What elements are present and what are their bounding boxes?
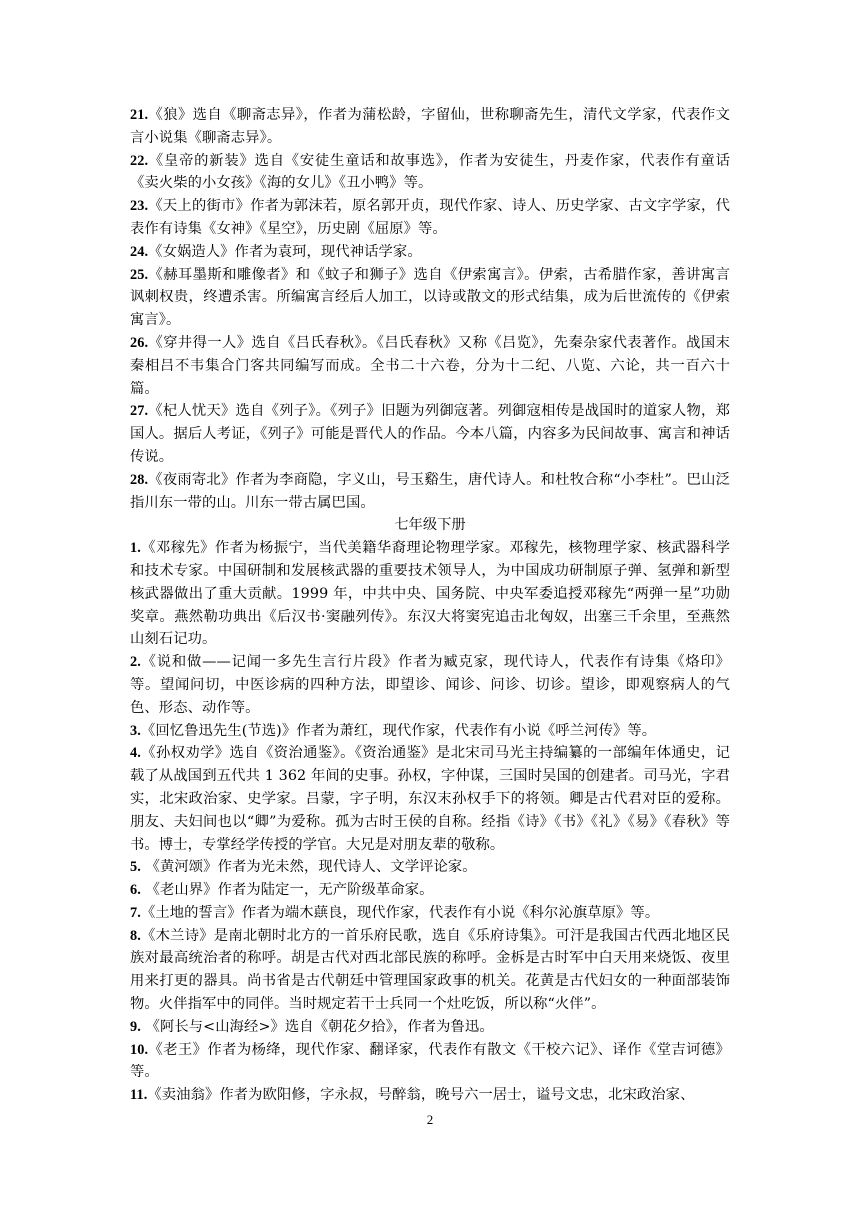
entry-number: 6. bbox=[130, 882, 141, 899]
entry-text: 《老王》作者为杨绛，现代作家、翻译家，代表作有散文《干校六记》、译作《堂吉诃德》等。 bbox=[130, 1041, 730, 1081]
entry-number: 10. bbox=[130, 1041, 149, 1058]
entry-28 bbox=[130, 469, 730, 515]
entry-2 bbox=[130, 651, 730, 719]
entry-number: 5. bbox=[130, 859, 141, 876]
entry-text: 《狼》选自《聊斋志异》，作者为蒲松龄，字留仙，世称聊斋先生，清代文学家，代表作文言小说集《聊斋志异》。 bbox=[130, 107, 730, 146]
entry-number: 4. bbox=[130, 745, 141, 762]
entry-number: 24. bbox=[130, 243, 149, 260]
entry-number: 2. bbox=[130, 654, 141, 671]
entry-1 bbox=[130, 537, 730, 651]
entry-number: 11. bbox=[130, 1087, 148, 1104]
entry-number: 23. bbox=[130, 198, 149, 215]
entry-10 bbox=[130, 1039, 730, 1085]
entry-number: 1. bbox=[130, 540, 141, 557]
entry-number: 9. bbox=[130, 1018, 141, 1035]
entry-number: 28. bbox=[130, 471, 149, 488]
entry-text: 《阿长与<山海经>》选自《朝花夕拾》，作者为鲁迅。 bbox=[140, 1018, 494, 1035]
entry-text: 《土地的誓言》作者为端木蕻良，现代作家，代表作有小说《科尔沁旗草原》等。 bbox=[140, 904, 660, 921]
entry-text: 《回忆鲁迅先生(节选)》作者为萧红，现代作家，代表作有小说《呼兰河传》等。 bbox=[140, 722, 657, 739]
entry-text: 《皇帝的新装》选自《安徒生童话和故事选》，作者为安徒生，丹麦作家，代表作有童话《卖火柴的小女孩》《海的女儿》《丑小鸭》等。 bbox=[130, 152, 730, 192]
entry-text: 《穿井得一人》选自《吕氏春秋》。《吕氏春秋》又称《吕览》，先秦杂家代表著作。战国末秦相吕不韦集合门客共同编写而成。全书二十六卷，分为十二纪、八览、六论，共一百六十篇。 bbox=[130, 334, 730, 397]
entry-3 bbox=[130, 720, 730, 743]
entry-24 bbox=[130, 241, 730, 264]
entry-text: 《说和做——记闻一多先生言行片段》作者为臧克家，现代诗人，代表作有诗集《烙印》等。望闻问切，中医诊病的四种方法，即望诊、闻诊、问诊、切诊。望诊，即观察病人的气色、形态、动作等。 bbox=[130, 654, 730, 716]
entry-number: 8. bbox=[130, 927, 141, 944]
entry-4 bbox=[130, 742, 730, 856]
entry-number: 7. bbox=[130, 904, 141, 921]
entry-7 bbox=[130, 902, 730, 925]
entry-22 bbox=[130, 150, 730, 196]
entry-text: 《赫耳墨斯和雕像者》和《蚊子和狮子》选自《伊索寓言》。伊索，古希腊作家，善讲寓言讽刺权贵，终遭杀害。所编寓言经后人加工，以诗或散文的形式结集，成为后世流传的《伊索寓言》。 bbox=[130, 266, 730, 329]
entry-text: 《老山界》作者为陆定一，无产阶级革命家。 bbox=[140, 882, 434, 899]
entry-8 bbox=[130, 925, 730, 1016]
entry-text: 《木兰诗》是南北朝时北方的一首乐府民歌，选自《乐府诗集》。可汗是我国古代西北地区民族对最高统治者的称呼。胡是古代对西北部民族的称呼。金柝是古时军中白天用来烧饭、夜里用来打更的器具。尚书省是古代朝廷中管理国家政事的机关。花黄是古代妇女的一种面部装饰物。火伴指军中的同伴。当时规定若干士兵同一个灶吃饭，所以称“火伴”。 bbox=[130, 927, 730, 1013]
section-heading: 七年级下册 bbox=[394, 517, 466, 534]
entry-text: 《邓稼先》作者为杨振宁，当代美籍华裔理论物理学家。邓稼先，核物理学家、核武器科学和技术专家。中国研制和发展核武器的重要技术领导人，为中国成功研制原子弹、氢弹和新型核武器做出了重大贡献。1999 年，中共中央、国务院、中央军委追授邓稼先“两弹一星”功勋奖章。燕然勒功典出《后汉书·窦融列传》。东汉大将窦宪追击北匈奴，出塞三千余里，至燕然山刻石记功。 bbox=[130, 540, 730, 648]
entry-11 bbox=[130, 1084, 730, 1107]
entry-text: 《卖油翁》作者为欧阳修，字永叔，号醉翁，晚号六一居士，谥号文忠，北宋政治家、 bbox=[147, 1087, 695, 1104]
entry-27 bbox=[130, 400, 730, 468]
entry-number: 27. bbox=[130, 403, 149, 420]
entry-6 bbox=[130, 879, 730, 902]
entry-9 bbox=[130, 1016, 730, 1039]
entry-number: 22. bbox=[130, 152, 149, 169]
page-content bbox=[130, 104, 730, 1107]
entry-number: 26. bbox=[130, 334, 149, 351]
entry-text: 《杞人忧天》选自《列子》。《列子》旧题为列御寇著。列御寇相传是战国时的道家人物，郑国人。据后人考证，《列子》可能是晋代人的作品。今本八篇，内容多为民间故事、寓言和神话传说。 bbox=[130, 403, 730, 465]
entry-25 bbox=[130, 264, 730, 332]
entry-number: 21. bbox=[130, 107, 149, 123]
entry-text: 《女娲造人》作者为袁珂，现代神话学家。 bbox=[148, 243, 422, 260]
entry-23 bbox=[130, 195, 730, 241]
entry-number: 3. bbox=[130, 722, 141, 739]
entry-21 bbox=[130, 104, 730, 150]
entry-text: 《孙权劝学》选自《资治通鉴》。《资治通鉴》是北宋司马光主持编纂的一部编年体通史，记载了从战国到五代共 1 362 年间的史事。孙权，字仲谋，三国时吴国的创建者。司马光，字君实，北宋政治家、史学家。吕蒙，字子明，东汉末孙权手下的将领。卿是古代君对臣的爱称。朋友、夫妇间也以“卿”为爱称。孤为古时王侯的自称。经指《诗》《书》《礼》《易》《春秋》等书。博士，专掌经学传授的学官。大兄是对朋友辈的敬称。 bbox=[130, 745, 730, 853]
page-number: 2 bbox=[426, 1112, 434, 1127]
entry-26 bbox=[130, 332, 730, 400]
entry-5 bbox=[130, 856, 730, 879]
entry-text: 《夜雨寄北》作者为李商隐，字义山，号玉谿生，唐代诗人。和杜牧合称“小李杜”。巴山泛指川东一带的山。川东一带古属巴国。 bbox=[130, 471, 730, 511]
entry-number: 25. bbox=[130, 266, 149, 283]
entry-text: 《黄河颂》作者为光未然，现代诗人、文学评论家。 bbox=[140, 859, 477, 876]
entry-text: 《天上的街市》作者为郭沫若，原名郭开贞，现代作家、诗人、历史学家、古文字学家，代表作有诗集《女神》《星空》，历史剧《屈原》等。 bbox=[130, 198, 730, 237]
